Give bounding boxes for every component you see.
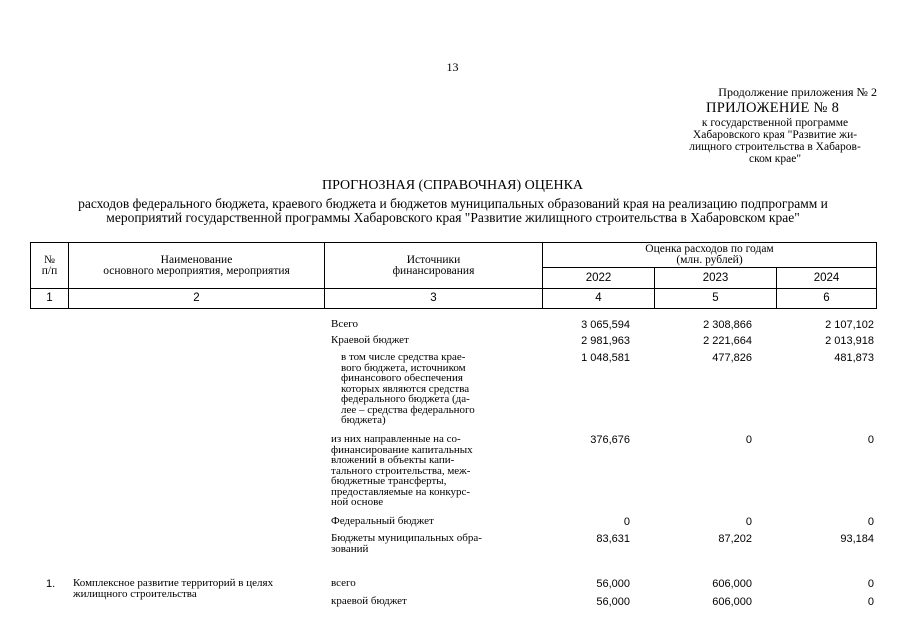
value-2023: 2 221,664	[703, 335, 752, 347]
source-label	[331, 533, 482, 554]
document-description	[22, 197, 884, 225]
source-label-line: вого бюджета, источником	[341, 361, 466, 374]
header-estimate-line: Оценка расходов по годам	[645, 243, 774, 255]
source-label-line: Бюджеты муниципальных обра-	[331, 532, 482, 544]
value-2023: 606,000	[712, 596, 752, 608]
source-label-line: финансирование капитальных	[331, 443, 473, 456]
column-number: 6	[777, 289, 877, 309]
document-description-line: расходов федерального бюджета, краевого бюджета и бюджетов муниципальных образований края на реализацию подпрограмм и	[78, 196, 828, 211]
header-estimate	[543, 243, 877, 268]
document-description-line: мероприятий государственной программы Хабаровского края "Развитие жилищного строительства в Хабаровском крае"	[106, 210, 800, 225]
source-label: краевой бюджет	[331, 595, 407, 607]
source-label-line: финансового обеспечения	[341, 372, 463, 384]
source-label-line: которых являются средства	[341, 382, 470, 395]
value-2022: 56,000	[596, 596, 630, 608]
value-2023: 87,202	[718, 533, 752, 545]
column-number: 5	[655, 289, 777, 309]
column-number: 3	[325, 289, 543, 309]
header-estimate-line: (млн. рублей)	[676, 254, 743, 266]
value-2024: 2 107,102	[825, 319, 874, 331]
source-label-line: ной основе	[331, 496, 384, 508]
source-label-line: из них направленные на со-	[331, 433, 461, 445]
value-2022: 56,000	[596, 578, 630, 590]
header-source-line: финансирования	[392, 264, 475, 277]
header-source	[325, 243, 543, 289]
value-2024: 481,873	[834, 352, 874, 364]
source-label-line: бюджетные трансферты,	[331, 475, 447, 487]
value-2022: 2 981,963	[581, 335, 630, 347]
value-2023: 0	[745, 434, 752, 446]
header-number-line: п/п	[41, 264, 58, 277]
page-number: 13	[446, 60, 459, 74]
header-number	[31, 243, 69, 289]
appendix-subtitle-line: лищного строительства в Хабаров-	[689, 141, 861, 153]
header-year: 2022	[543, 268, 655, 289]
table-header	[30, 242, 877, 309]
source-label	[331, 434, 473, 508]
appendix-subtitle-line: ском крае"	[748, 153, 802, 165]
value-2022: 1 048,581	[581, 352, 630, 364]
source-label-line: бюджета)	[341, 414, 386, 426]
appendix-continuation: Продолжение приложения № 2	[718, 85, 877, 99]
source-label-line: предоставляемые на конкурс-	[331, 485, 471, 498]
header-name-line: Наименование	[160, 253, 233, 266]
appendix-subtitle-line: к государственной программе	[701, 117, 849, 129]
source-label-line: тального строительства, меж-	[331, 464, 471, 477]
source-label-line: в том числе средства крае-	[341, 351, 466, 363]
header-year: 2024	[777, 268, 877, 289]
source-label: всего	[331, 577, 356, 589]
value-2024: 0	[867, 516, 874, 528]
item-name-line: жилищного строительства	[73, 587, 197, 600]
value-2022: 83,631	[596, 533, 630, 545]
header-number-line: №	[44, 253, 55, 266]
column-number: 1	[31, 289, 69, 309]
value-2022: 3 065,594	[581, 319, 630, 331]
item-name	[73, 578, 316, 599]
column-number: 2	[69, 289, 325, 309]
item-number: 1.	[46, 578, 56, 590]
item-name-line: Комплексное развитие территорий в целях	[73, 577, 274, 589]
document-title: ПРОГНОЗНАЯ (СПРАВОЧНАЯ) ОЦЕНКА	[321, 178, 584, 193]
source-label-line: вложений в объекты капи-	[331, 454, 455, 466]
value-2023: 0	[745, 516, 752, 528]
value-2022: 0	[623, 516, 630, 528]
header-year: 2023	[655, 268, 777, 289]
source-label: Всего	[331, 318, 358, 330]
source-label-line: федерального бюджета (да-	[341, 393, 470, 405]
value-2023: 606,000	[712, 578, 752, 590]
value-2024: 0	[867, 596, 874, 608]
value-2024: 0	[867, 578, 874, 590]
header-name	[69, 243, 325, 289]
appendix-title: ПРИЛОЖЕНИЕ № 8	[706, 100, 840, 116]
column-number: 4	[543, 289, 655, 309]
header-source-line: Источники	[406, 253, 461, 266]
source-label: Федеральный бюджет	[331, 515, 434, 527]
value-2024: 93,184	[840, 533, 874, 545]
appendix-subtitle	[640, 117, 905, 165]
source-label	[341, 352, 475, 426]
value-2023: 2 308,866	[703, 319, 752, 331]
value-2022: 376,676	[590, 434, 630, 446]
appendix-subtitle-line: Хабаровского края "Развитие жи-	[692, 129, 858, 141]
value-2024: 0	[867, 434, 874, 446]
value-2024: 2 013,918	[825, 335, 874, 347]
value-2023: 477,826	[712, 352, 752, 364]
source-label-line: зований	[331, 542, 369, 555]
source-label-line: лее – средства федерального	[341, 403, 475, 416]
header-name-line: основного мероприятия, мероприятия	[103, 264, 290, 277]
source-label: Краевой бюджет	[331, 334, 409, 346]
